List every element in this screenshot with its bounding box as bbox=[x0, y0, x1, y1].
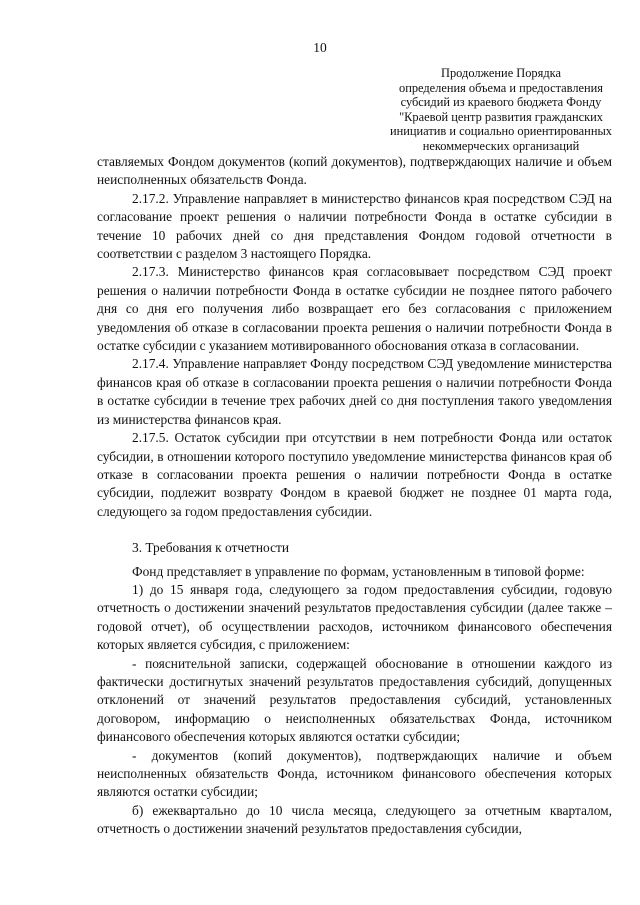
header-line: некоммерческих организаций bbox=[422, 138, 580, 153]
header-line: Продолжение Порядка bbox=[441, 66, 561, 80]
section-heading: 3. Требования к отчетности bbox=[132, 540, 290, 556]
page-number: 10 bbox=[313, 40, 327, 55]
header-line: субсидий из краевого бюджета Фонду bbox=[400, 95, 602, 110]
paragraph-quarterly: б) ежеквартально до 10 числа месяца, следующего за отчетным кварталом, отчетность о достижении значений результатов предоставления субсидии, bbox=[97, 802, 612, 837]
paragraph-2-17-3: 2.17.3. Министерство финансов края согласовывает посредством СЭД проект решения о наличии потребности Фонда в остатке субсидии не позднее пятого рабочего дня со дня его получения либо возвращает его без согласования с приложением уведомления об отказе в согласовании проекта решения о наличии потребности Фонда в остатке субсидии с указанием мотивированного обоснования отказа в согласовании. bbox=[97, 264, 612, 354]
paragraph-documents: - документов (копий документов), подтверждающих наличие и объем неисполненных обязательств Фонда, источником финансового обеспечения которых являются остатки субсидии; bbox=[97, 747, 612, 800]
paragraph-2-17-2: 2.17.2. Управление направляет в министерство финансов края посредством СЭД на согласование проект решения о наличии потребности Фонда в остатке субсидии в течение 10 рабочих дней со дня представления Фондом годовой отчетности в соответствии с разделом 3 настоящего Порядка. bbox=[97, 190, 612, 262]
header-line: инициатив и социально ориентированных bbox=[390, 124, 612, 139]
paragraph-explanatory-note: - пояснительной записки, содержащей обоснование в отношении каждого из фактически достигнутых значений результатов предоставления субсидий, допущенных отклонений от значений результатов предоставления субсидий, установленных договором, информацию о неисполненных обязательствах Фонда, источником финансового обеспечения которых являются остатки субсидии; bbox=[97, 655, 612, 745]
paragraph-continuation: ставляемых Фондом документов (копий документов), подтверждающих наличие и объем неисполненных обязательств Фонда. bbox=[97, 154, 612, 188]
header-line: "Краевой центр развития гражданских bbox=[399, 109, 603, 124]
paragraph-2-17-4: 2.17.4. Управление направляет Фонду посредством СЭД уведомление министерства финансов края об отказе в согласовании проекта решения о наличии потребности Фонда в остатке субсидии в течение трех рабочих дней со дня поступления такого уведомления из министерства финансов края. bbox=[97, 356, 612, 427]
document-header bbox=[376, 66, 626, 154]
document-body bbox=[97, 153, 612, 839]
header-line: определения объема и предоставления bbox=[399, 80, 603, 95]
paragraph-reporting-intro: Фонд представляет в управление по формам, установленным в типовой форме: bbox=[132, 563, 585, 579]
paragraph-2-17-5: 2.17.5. Остаток субсидии при отсутствии в нем потребности Фонда или остаток субсидии, в отношении которого поступило уведомление министерства финансов края об отказе в согласовании проекта решения о наличии потребности Фонда в остатке субсидии, подлежит возврату Фондом в краевой бюджет не позднее 01 марта года, следующего за годом предоставления субсидии. bbox=[97, 430, 612, 519]
paragraph-annual-report: 1) до 15 января года, следующего за годом предоставления субсидии, годовую отчетность о достижении значений результатов предоставления субсидии (далее также – годовой отчет), об осуществлении расходов, источником финансового обеспечения которых является субсидия, с приложением: bbox=[97, 581, 612, 653]
